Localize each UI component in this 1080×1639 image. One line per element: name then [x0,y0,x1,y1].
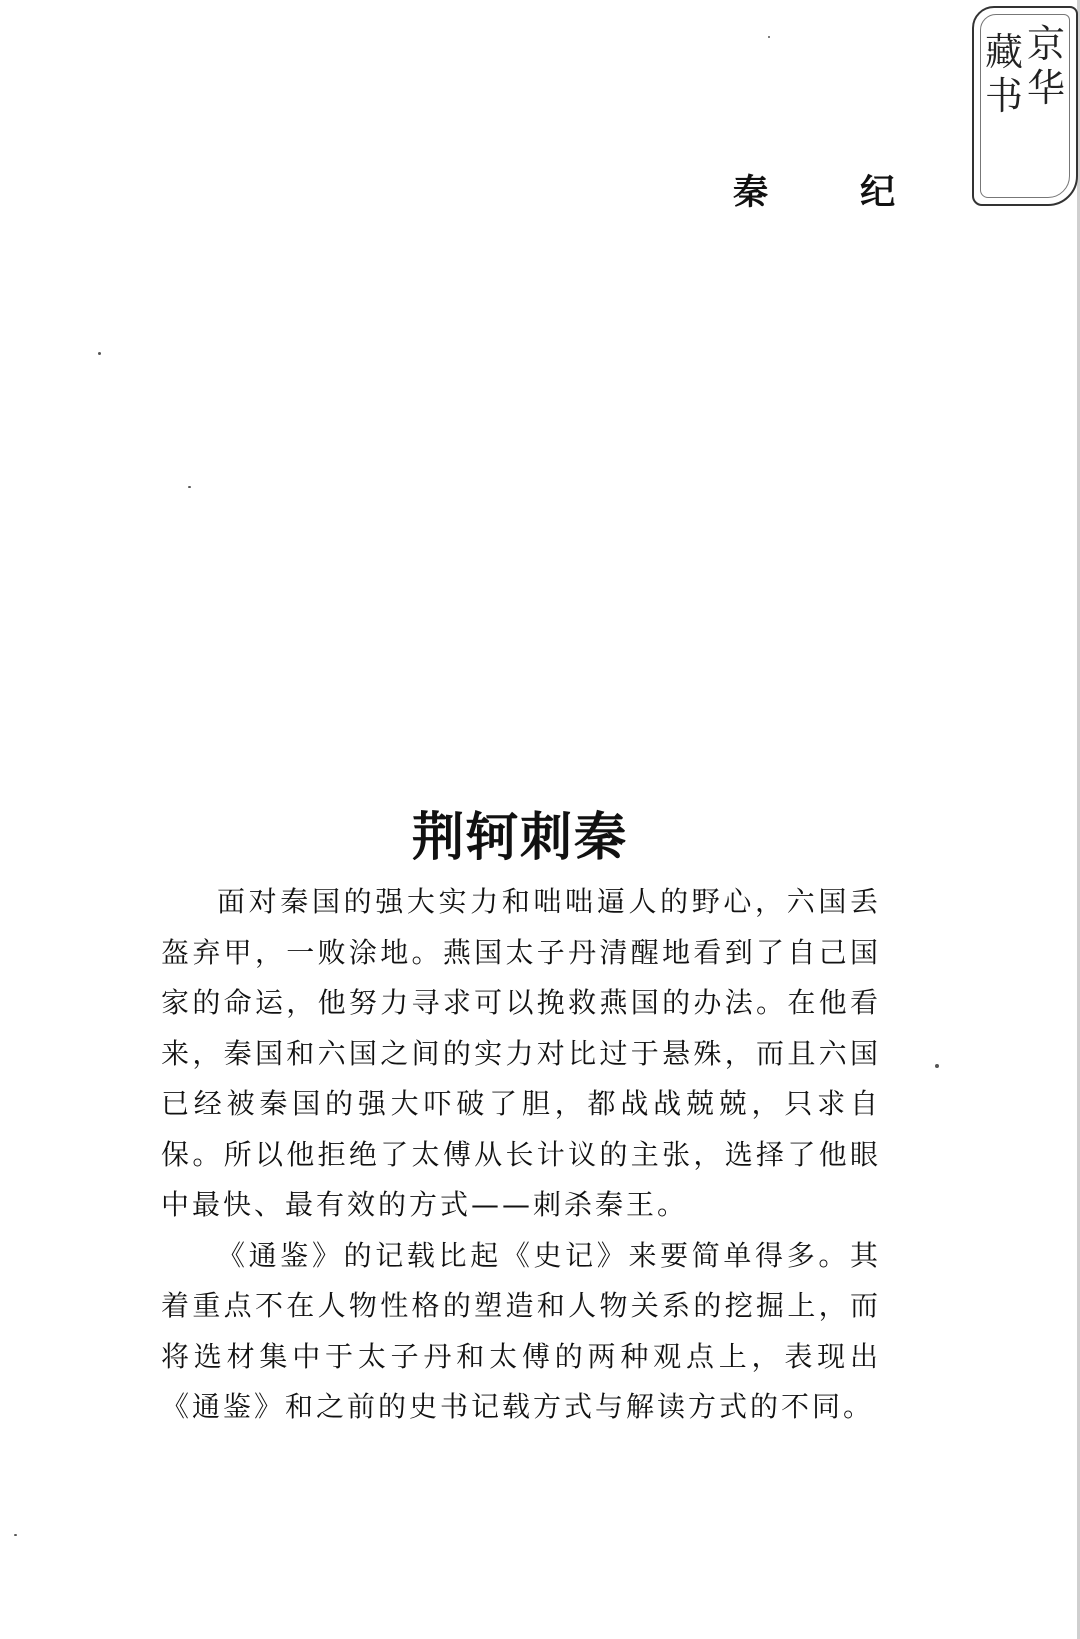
seal-char: 藏 [984,30,1023,74]
article-title: 荆轲刺秦 [411,806,628,868]
seal-column-right [1026,22,1066,110]
seal-char: 书 [984,74,1023,118]
article-body [161,877,881,1433]
scan-speck [768,36,770,38]
body-paragraph: 面对秦国的强大实力和咄咄逼人的野心，六国丢盔弃甲，一败涂地。燕国太子丹清醒地看到了自己国家的命运，他努力寻求可以挽救燕国的办法。在他看来，秦国和六国之间的实力对比过于悬殊，而且六国已经被秦国的强大吓破了胆，都战战兢兢，只求自保。所以他拒绝了太傅从长计议的主张，选择了他眼中最快、最有效的方式——刺杀秦王。 [161,885,881,1221]
seal-char: 华 [1026,66,1065,110]
scan-speck [98,352,101,355]
body-paragraph: 《通鉴》的记载比起《史记》来要简单得多。其着重点不在人物性格的塑造和人物关系的挖掘上，而将选材集中于太子丹和太傅的两种观点上，表现出《通鉴》和之前的史书记载方式与解读方式的不同。 [161,1238,881,1423]
scan-speck [188,486,191,488]
seal-char: 京 [1026,22,1065,66]
collector-seal-stamp [972,6,1078,206]
seal-column-left [984,30,1024,118]
scan-speck [14,1534,17,1536]
scan-speck [935,1064,939,1068]
running-header-section-title: 秦 纪 [733,173,936,213]
